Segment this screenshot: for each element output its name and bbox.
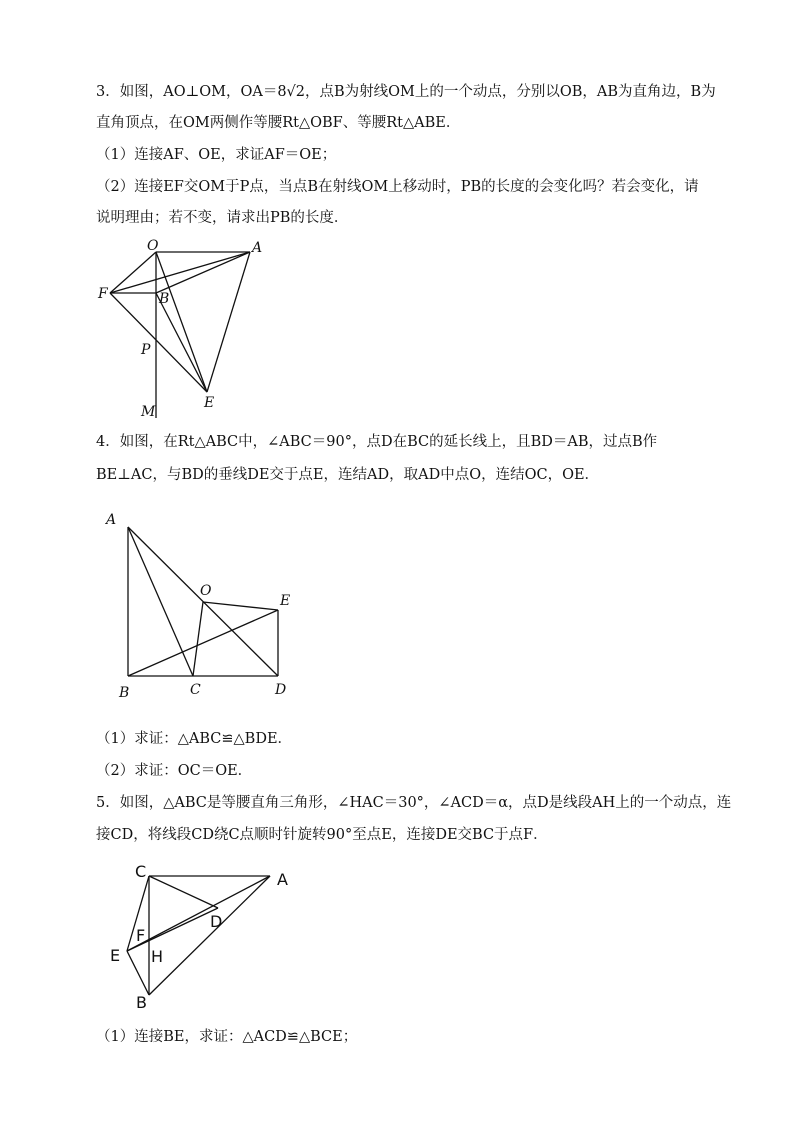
problem3-part2-line1: （2）连接EF交OM于P点，当点B在射线OM上移动时，PB的长度的会变化吗？若会变化，请 (96, 179, 699, 195)
problem3-part2-line2: 说明理由；若不变，请求出PB的长度． (96, 210, 349, 226)
label-H: H (151, 947, 164, 966)
label-F: F (98, 286, 108, 302)
segment-AC (128, 527, 193, 676)
label-O: O (147, 238, 159, 254)
label-D: D (210, 912, 223, 931)
problem4-part1: （1）求证：△ABC≌△BDE． (96, 731, 293, 747)
segment-AB (149, 876, 270, 995)
label-E: E (280, 593, 291, 609)
label-F: F (136, 926, 146, 945)
segment-AD (128, 527, 278, 676)
problem4-figure (100, 505, 300, 705)
problem3-statement-line1: 3．如图，AO⊥OM，OA＝8√2，点B为射线OM上的一个动点，分别以OB，AB为直角边，B为 (96, 84, 716, 100)
segment-FE (110, 293, 207, 392)
segment-AE (207, 252, 250, 392)
label-C: C (190, 682, 201, 698)
problem4-statement-line2: BE⊥AC，与BD的垂线DE交于点E，连结AD，取AD中点O，连结OC，OE． (96, 467, 600, 483)
label-B: B (136, 993, 147, 1012)
problem5-statement-line2: 接CD，将线段CD绕C点顺时针旋转90°至点E，连接DE交BC于点F． (96, 827, 548, 843)
segment-EB (127, 951, 149, 995)
problem5-figure (100, 858, 300, 1018)
label-B: B (119, 685, 130, 701)
problem3-statement-line2: 直角顶点，在OM两侧作等腰Rt△OBF、等腰Rt△ABE． (96, 115, 461, 131)
label-A: A (106, 512, 117, 528)
problem5-part1: （1）连接BE，求证：△ACD≌△BCE； (96, 1029, 358, 1045)
segment-OE (156, 252, 207, 392)
segment-FA (110, 252, 250, 293)
problem3-figure (90, 230, 280, 426)
problem3-part1: （1）连接AF、OE，求证AF＝OE； (96, 147, 337, 163)
label-D: D (275, 682, 287, 698)
segment-OC (193, 602, 203, 676)
segment-OE (203, 602, 278, 610)
label-B: B (159, 291, 170, 307)
problem4-statement-line1: 4．如图，在Rt△ABC中，∠ABC＝90°，点D在BC的延长线上，且BD＝AB，过点B作 (96, 434, 658, 450)
problem5-statement-line1: 5．如图，△ABC是等腰直角三角形，∠HAC＝30°，∠ACD＝α，点D是线段AH上的一个动点，连 (96, 795, 732, 811)
segment-CD (149, 876, 218, 908)
segment-BE (128, 610, 278, 676)
label-P: P (141, 342, 151, 358)
problem4-part2: （2）求证：OC＝OE． (96, 763, 253, 779)
segment-AB (156, 252, 250, 293)
label-E: E (110, 946, 121, 965)
label-E: E (204, 395, 215, 411)
label-M: M (141, 404, 156, 420)
label-O: O (200, 583, 212, 599)
label-A: A (252, 240, 263, 256)
segment-BE (156, 293, 207, 392)
label-C: C (135, 862, 147, 881)
label-A: A (277, 870, 288, 889)
